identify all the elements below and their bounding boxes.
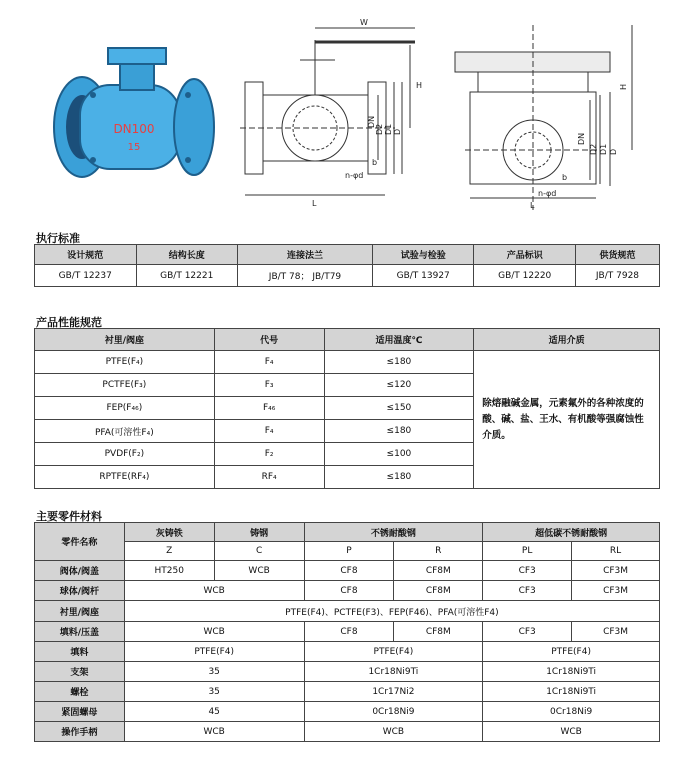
materials-row	[35, 561, 660, 581]
code-header: R	[394, 542, 483, 561]
standards-header-row	[35, 245, 660, 265]
material-cell: CF8	[304, 561, 394, 581]
standards-table	[34, 244, 660, 287]
material-cell: HT250	[124, 561, 214, 581]
code-header: C	[214, 542, 304, 561]
part-name: 衬里/阀座	[35, 601, 125, 622]
material-cell: CF3M	[572, 581, 660, 601]
standards-header: 结构长度	[136, 245, 238, 265]
dim-front-d2: D2	[589, 143, 598, 155]
material-cell: 1Cr18Ni9Ti	[304, 662, 483, 682]
material-cell: CF3M	[572, 622, 660, 642]
group-header: 超低碳不锈耐酸钢	[483, 523, 660, 542]
standards-value: GB/T 12221	[136, 265, 238, 287]
code-header: P	[304, 542, 394, 561]
lining-cell: PCTFE(F₃)	[35, 374, 215, 397]
dim-d: D	[393, 128, 402, 135]
material-cell: 35	[124, 682, 304, 702]
lining-cell: PFA(可溶性F₄)	[35, 420, 215, 443]
standards-value: GB/T 12220	[474, 265, 576, 287]
dim-front-dn: DN	[577, 132, 586, 145]
dim-b: b	[372, 158, 378, 167]
code-header: PL	[483, 542, 572, 561]
temp-cell: ≤100	[324, 443, 474, 466]
material-cell: CF3	[483, 581, 572, 601]
part-name: 填料	[35, 642, 125, 662]
performance-row	[35, 351, 660, 374]
material-cell: CF8	[304, 622, 394, 642]
materials-row	[35, 702, 660, 722]
code-cell: F₄	[214, 420, 324, 443]
performance-table	[34, 328, 660, 489]
standards-header: 试验与检验	[372, 245, 474, 265]
part-name-header: 零件名称	[35, 523, 125, 561]
medium-cell: 除熔融碱金属，元素氟外的各种浓度的酸、碱、盐、王水、有机酸等强腐蚀性介质。	[474, 351, 660, 489]
side-section-drawing	[240, 28, 415, 195]
performance-header: 适用温度℃	[324, 329, 474, 351]
dim-front-d: D	[609, 148, 618, 155]
material-cell: 1Cr18Ni9Ti	[483, 682, 660, 702]
part-name: 阀体/阀盖	[35, 561, 125, 581]
materials-row	[35, 722, 660, 742]
code-cell: F₃	[214, 374, 324, 397]
group-header: 灰铸铁	[124, 523, 214, 542]
temp-cell: ≤120	[324, 374, 474, 397]
material-cell: CF3	[483, 561, 572, 581]
part-name: 球体/阀杆	[35, 581, 125, 601]
temp-cell: ≤180	[324, 466, 474, 489]
code-cell: F₂	[214, 443, 324, 466]
material-cell: PTFE(F4)	[304, 642, 483, 662]
material-cell: 45	[124, 702, 304, 722]
code-cell: F₄₆	[214, 397, 324, 420]
standards-value: JB/T 7928	[575, 265, 659, 287]
material-cell: PTFE(F4)、PCTFE(F3)、FEP(F46)、PFA(可溶性F4)	[124, 601, 659, 622]
materials-title: 主要零件材料	[36, 510, 102, 523]
standards-value-row	[35, 265, 660, 287]
material-cell: WCB	[214, 561, 304, 581]
dim-h: H	[416, 81, 423, 90]
material-cell: WCB	[124, 722, 304, 742]
valve-photo	[54, 48, 214, 177]
material-cell: WCB	[304, 722, 483, 742]
materials-code-row	[35, 542, 660, 561]
standards-value: JB/T 78； JB/T79	[238, 265, 373, 287]
material-cell: CF8M	[394, 622, 483, 642]
dim-w: W	[360, 18, 368, 27]
performance-title: 产品性能规范	[36, 316, 102, 329]
group-header: 不锈耐酸钢	[304, 523, 483, 542]
lining-cell: RPTFE(RF₄)	[35, 466, 215, 489]
materials-table	[34, 522, 660, 742]
material-cell: PTFE(F4)	[124, 642, 304, 662]
dim-l: L	[312, 199, 317, 208]
front-dimension-labels	[530, 84, 628, 210]
materials-row	[35, 682, 660, 702]
standards-header: 供货规范	[575, 245, 659, 265]
material-cell: WCB	[124, 581, 304, 601]
code-cell: F₄	[214, 351, 324, 374]
standards-header: 设计规范	[35, 245, 137, 265]
material-cell: 0Cr18Ni9	[483, 702, 660, 722]
materials-row	[35, 622, 660, 642]
dim-nd: n-φd	[345, 171, 364, 180]
material-cell: CF8	[304, 581, 394, 601]
performance-header-row	[35, 329, 660, 351]
material-cell: CF3	[483, 622, 572, 642]
dim-front-h: H	[619, 83, 628, 90]
temp-cell: ≤180	[324, 351, 474, 374]
material-cell: WCB	[483, 722, 660, 742]
material-cell: 35	[124, 662, 304, 682]
material-cell: 0Cr18Ni9	[304, 702, 483, 722]
materials-group-row	[35, 523, 660, 542]
part-name: 操作手柄	[35, 722, 125, 742]
material-cell: 1Cr17Ni2	[304, 682, 483, 702]
dim-front-b: b	[562, 173, 568, 182]
material-cell: 1Cr18Ni9Ti	[483, 662, 660, 682]
code-cell: RF₄	[214, 466, 324, 489]
valve-label-size: DN100	[113, 122, 155, 136]
side-dimension-labels	[312, 18, 422, 208]
part-name: 螺栓	[35, 682, 125, 702]
dim-d1: D1	[384, 123, 393, 135]
materials-row	[35, 601, 660, 622]
standards-value: GB/T 13927	[372, 265, 474, 287]
material-cell: CF3M	[572, 561, 660, 581]
dim-front-d1: D1	[599, 143, 608, 155]
dim-dn: DN	[367, 115, 376, 128]
standards-header: 产品标识	[474, 245, 576, 265]
temp-cell: ≤180	[324, 420, 474, 443]
dim-front-l: L	[530, 201, 535, 210]
dim-front-nd: n-φd	[538, 189, 557, 198]
valve-drawings	[0, 0, 700, 225]
standards-header: 连接法兰	[238, 245, 373, 265]
dim-d2: D2	[375, 123, 384, 135]
performance-header: 衬里/阀座	[35, 329, 215, 351]
code-header: Z	[124, 542, 214, 561]
lining-cell: PVDF(F₂)	[35, 443, 215, 466]
lining-cell: FEP(F₄₆)	[35, 397, 215, 420]
material-cell: CF8M	[394, 561, 483, 581]
part-name: 紧固螺母	[35, 702, 125, 722]
lining-cell: PTFE(F₄)	[35, 351, 215, 374]
materials-row	[35, 662, 660, 682]
material-cell: CF8M	[394, 581, 483, 601]
part-name: 支架	[35, 662, 125, 682]
standards-value: GB/T 12237	[35, 265, 137, 287]
material-cell: WCB	[124, 622, 304, 642]
performance-header: 代号	[214, 329, 324, 351]
standards-title: 执行标准	[36, 232, 80, 245]
temp-cell: ≤150	[324, 397, 474, 420]
materials-row	[35, 581, 660, 601]
valve-label-pressure: 15	[127, 142, 141, 153]
material-cell: PTFE(F4)	[483, 642, 660, 662]
part-name: 填料/压盖	[35, 622, 125, 642]
code-header: RL	[572, 542, 660, 561]
group-header: 铸钢	[214, 523, 304, 542]
materials-row	[35, 642, 660, 662]
performance-header: 适用介质	[474, 329, 660, 351]
front-view-drawing	[455, 25, 632, 210]
